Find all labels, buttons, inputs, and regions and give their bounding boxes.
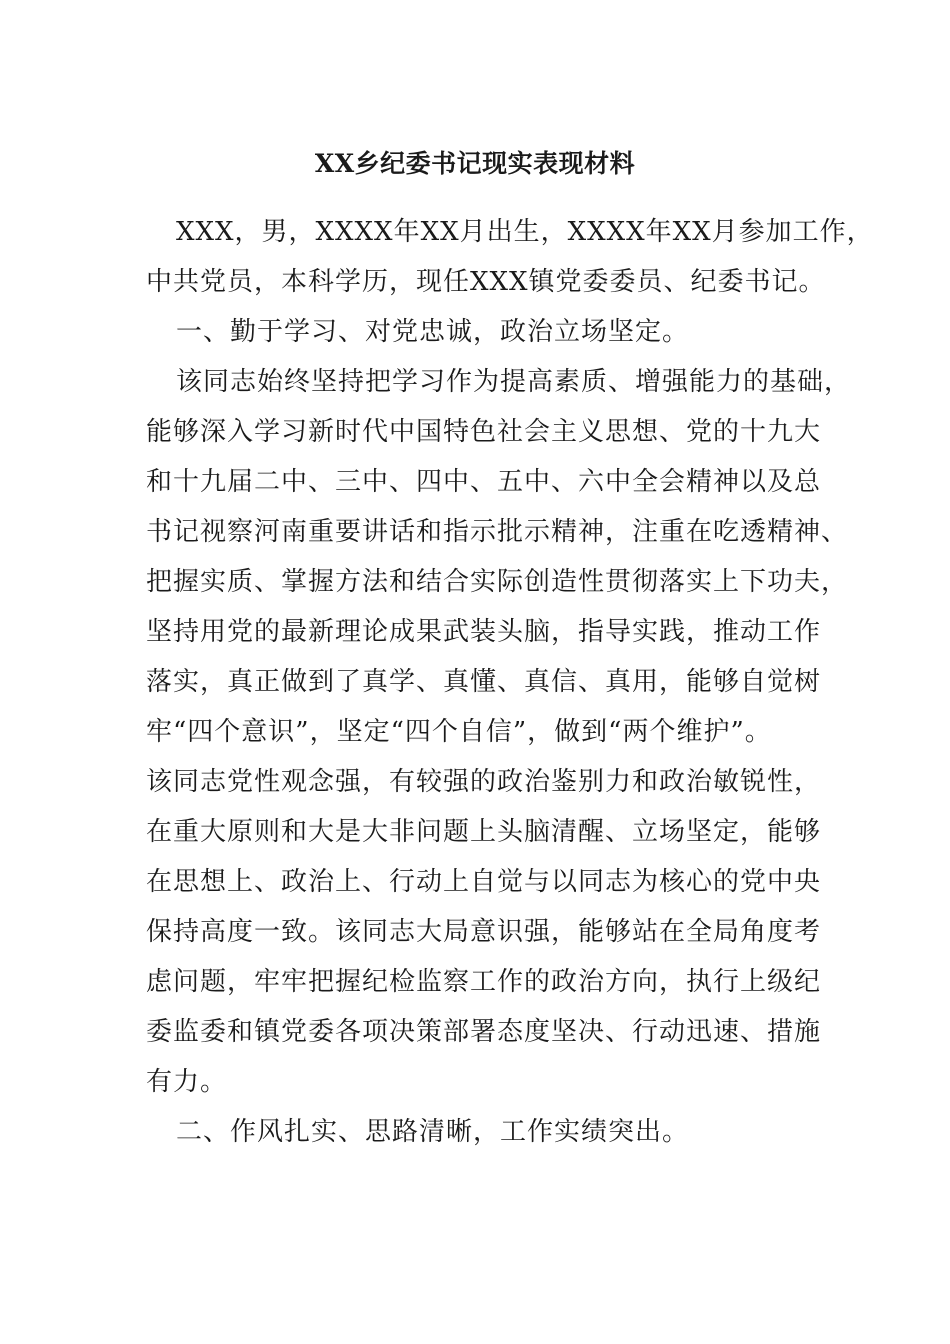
paragraph-line: 书记视察河南重要讲话和指示批示精神，注重在吃透精神、: [146, 517, 849, 547]
paragraph-line: 虑问题，牢牢把握纪检监察工作的政治方向，执行上级纪: [146, 967, 822, 997]
section-heading: 一、勤于学习、对党忠诚，政治立场坚定。: [176, 317, 690, 347]
paragraph-line: 在思想上、政治上、行动上自觉与以同志为核心的党中央: [146, 867, 822, 897]
paragraph-line: 坚持用党的最新理论成果武装头脑，指导实践，推动工作: [146, 617, 822, 647]
section-heading: 二、作风扎实、思路清晰，工作实绩突出。: [176, 1117, 690, 1147]
paragraph-line: 保持高度一致。该同志大局意识强，能够站在全局角度考: [146, 917, 822, 947]
paragraph-line: 有力。: [146, 1067, 228, 1097]
document-title: XX乡纪委书记现实表现材料: [314, 149, 636, 178]
paragraph-line: 能够深入学习新时代中国特色社会主义思想、党的十九大: [146, 417, 822, 447]
paragraph-line: 在重大原则和大是大非问题上头脑清醒、立场坚定，能够: [146, 817, 822, 847]
paragraph-line: 该同志始终坚持把学习作为提高素质、增强能力的基础，: [176, 367, 852, 397]
paragraph-line: 中共党员，本科学历，现任XXX镇党委委员、纪委书记。: [146, 267, 826, 297]
paragraph-line: 牢“四个意识”，坚定“四个自信”，做到“两个维护”。: [146, 717, 772, 747]
paragraph-line: 该同志党性观念强，有较强的政治鉴别力和政治敏锐性，: [146, 767, 822, 797]
paragraph-line: 落实，真正做到了真学、真懂、真信、真用，能够自觉树: [146, 667, 822, 697]
paragraph-line: 和十九届二中、三中、四中、五中、六中全会精神以及总: [146, 467, 822, 497]
paragraph-line: 委监委和镇党委各项决策部署态度坚决、行动迅速、措施: [146, 1017, 822, 1047]
paragraph-line: XXX，男，XXXX年XX月出生，XXXX年XX月参加工作，: [176, 217, 874, 247]
paragraph-line: 把握实质、掌握方法和结合实际创造性贯彻落实上下功夫，: [146, 567, 849, 597]
